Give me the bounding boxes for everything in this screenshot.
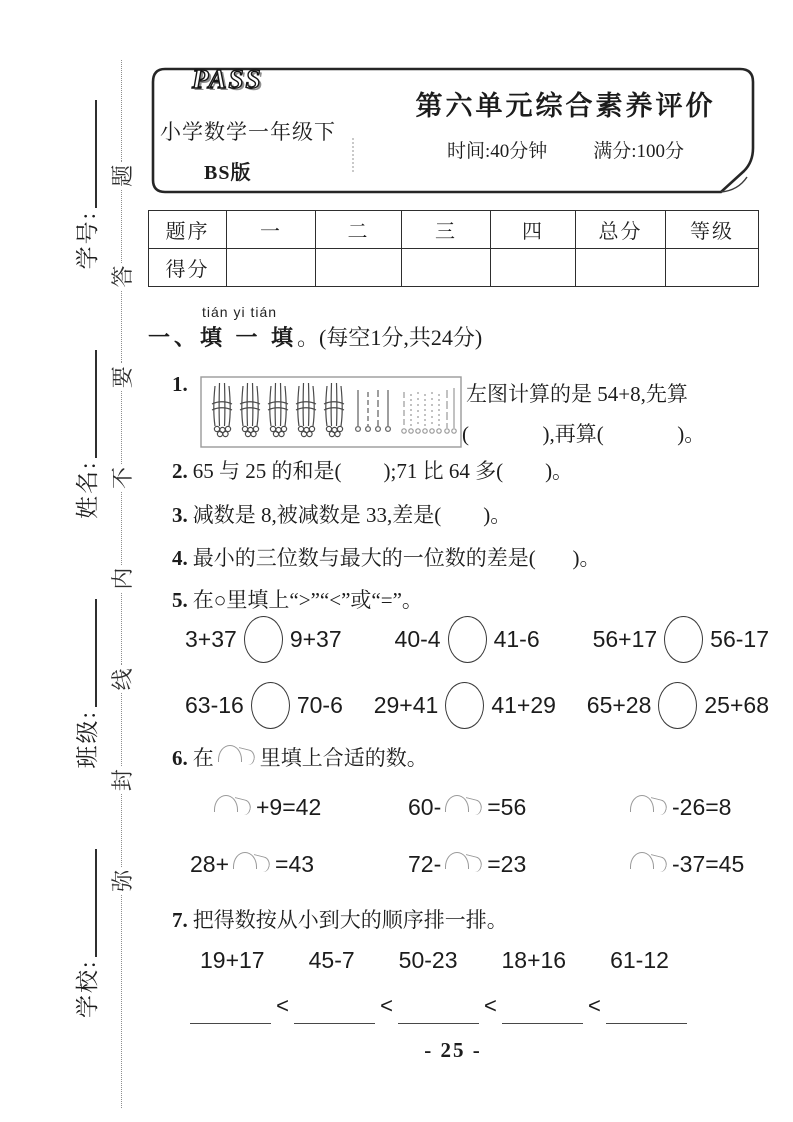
score-header-cell: 等级 — [666, 211, 759, 249]
seal-line — [106, 60, 136, 1108]
question-text: 65 与 25 的和是( );71 比 64 多( )。 — [192, 459, 574, 483]
score-cell — [491, 249, 576, 287]
field-class-label: 班级: — [75, 710, 100, 769]
comparison-item — [587, 682, 769, 729]
question-text: 最小的三位数与最大的一位数的差是( )。 — [192, 546, 601, 570]
fill-blank-row-1 — [148, 794, 763, 821]
question-text: 在○里填上“>”“<”或“=”。 — [192, 588, 423, 612]
student-info-strip — [68, 88, 102, 1048]
expression-left: 65+28 — [586, 692, 652, 718]
fill-blank-item: +9=42 — [190, 794, 408, 821]
seal-dotted-segment — [121, 291, 122, 364]
comparison-item — [185, 616, 342, 663]
header-divider — [352, 138, 354, 172]
field-school-label: 学校: — [75, 959, 100, 1018]
seal-char: 线 — [109, 668, 135, 691]
score-cell — [576, 249, 666, 287]
cloud-blank-icon — [214, 744, 260, 768]
question-number: 7. — [172, 908, 188, 932]
cloud-blank-icon — [210, 794, 256, 818]
cloud-blank-icon — [441, 851, 487, 875]
score-cell — [402, 249, 491, 287]
expression-right: 25+68 — [704, 692, 769, 718]
question-number: 2. — [172, 459, 188, 483]
comparison-item — [593, 616, 769, 663]
section-score-note: 。(每空1分,共24分) — [297, 325, 483, 350]
section-one-heading — [148, 304, 482, 352]
compare-circle — [251, 682, 290, 729]
score-header-cell: 四 — [491, 211, 576, 249]
score-row-label: 得分 — [149, 249, 227, 287]
field-school-blank — [91, 849, 97, 957]
time-limit: 时间:40分钟 — [446, 141, 548, 162]
cloud-blank-icon — [626, 851, 672, 875]
question-2 — [148, 455, 573, 485]
score-header-cell: 题序 — [149, 211, 227, 249]
full-score: 满分:100分 — [593, 141, 685, 162]
expression-right: 9+37 — [289, 626, 342, 652]
score-header-cell: 一 — [227, 211, 316, 249]
score-header-cell: 三 — [402, 211, 491, 249]
book-subject: 小学数学一年级下 — [160, 120, 336, 144]
compare-circle — [244, 616, 283, 663]
field-name-blank — [91, 350, 97, 458]
expression-left: 3+37 — [185, 626, 237, 652]
score-header-cell: 二 — [316, 211, 402, 249]
field-class-blank — [91, 599, 97, 707]
fill-blank-row-2 — [148, 851, 763, 878]
score-cell — [316, 249, 402, 287]
seal-dotted-segment — [121, 895, 122, 1108]
book-edition: BS版 — [204, 162, 252, 184]
question-text: 左图计算的是 54+8,先算 — [466, 382, 688, 406]
seal-char: 不 — [109, 466, 135, 489]
question-number: 4. — [172, 546, 188, 570]
expression-right: 41-6 — [493, 626, 540, 652]
question-text: 减数是 8,被减数是 33,差是( )。 — [192, 503, 512, 527]
field-student-id-blank — [91, 100, 97, 208]
fill-blank-item: 72- =23 — [408, 851, 527, 877]
seal-dotted-segment — [121, 492, 122, 565]
cloud-blank-icon — [229, 851, 275, 875]
comparison-item — [374, 682, 556, 729]
seal-char: 弥 — [109, 869, 135, 892]
pass-logo: PASS — [192, 64, 263, 94]
answer-blank-line — [606, 1009, 687, 1024]
compare-circle — [658, 682, 697, 729]
comparison-row-1 — [185, 616, 769, 663]
question-number: 6. — [172, 746, 188, 770]
question-7 — [148, 904, 508, 934]
compare-circle — [448, 616, 487, 663]
question-number: 5. — [172, 588, 188, 612]
expression-list — [200, 947, 669, 974]
cloud-blank-icon — [626, 794, 672, 818]
seal-char: 要 — [109, 366, 135, 389]
question-number: 1. — [172, 372, 188, 396]
compare-circle — [664, 616, 703, 663]
fill-blank-item: -26=8 — [626, 794, 731, 821]
comparison-item — [395, 616, 540, 663]
less-than-separator: < — [276, 993, 289, 1018]
field-name-label: 姓名: — [75, 460, 100, 519]
cloud-blank-icon — [441, 794, 487, 818]
question-4 — [148, 542, 601, 572]
compare-circle — [445, 682, 484, 729]
paper-meta — [383, 136, 748, 163]
comparison-item — [185, 682, 343, 729]
seal-dotted-segment — [121, 391, 122, 464]
less-than-separator: < — [588, 993, 601, 1018]
field-student-id-label: 学号: — [75, 211, 100, 270]
score-header-cell: 总分 — [576, 211, 666, 249]
pinyin-annotation: tián yi tián — [202, 304, 278, 320]
seal-dotted-segment — [121, 794, 122, 867]
expression-right: 41+29 — [491, 692, 556, 718]
less-than-separator: < — [484, 993, 497, 1018]
question-text: 在 — [192, 746, 214, 770]
less-than-separator: < — [380, 993, 393, 1018]
section-title: 一、填 一 填 — [148, 325, 298, 350]
field-name — [68, 350, 102, 519]
fill-blank-item: 60- =56 — [408, 794, 527, 820]
seal-dotted-segment — [121, 60, 122, 162]
question-number: 3. — [172, 503, 188, 527]
answer-blank-line — [190, 1009, 271, 1024]
question-3 — [148, 499, 511, 529]
seal-char: 题 — [109, 164, 135, 187]
answer-blank-line — [398, 1009, 479, 1024]
ordering-answer-line — [190, 993, 687, 1024]
question-6 — [148, 742, 428, 772]
expression-left: 40-4 — [394, 626, 441, 652]
question-text: 把得数按从小到大的顺序排一排。 — [192, 908, 508, 932]
seal-char: 内 — [109, 567, 135, 590]
fill-blank-item: 28+ =43 — [190, 851, 315, 877]
paper-title: 第六单元综合素养评价 — [415, 91, 716, 121]
question-answer-blanks: ( ),再算( )。 — [462, 422, 706, 446]
seal-dotted-segment — [121, 190, 122, 263]
page-number: - 25 - — [424, 1038, 482, 1062]
expression: 50-23 — [398, 947, 458, 973]
seal-char: 答 — [109, 265, 135, 288]
question-5 — [148, 584, 423, 614]
score-cell — [666, 249, 759, 287]
expression: 45-7 — [308, 947, 355, 973]
answer-blank-line — [502, 1009, 583, 1024]
expression: 61-12 — [610, 947, 669, 973]
comparison-row-2 — [185, 682, 769, 729]
seal-char: 封 — [109, 769, 135, 792]
expression: 19+17 — [200, 947, 265, 973]
answer-blank-line — [294, 1009, 375, 1024]
seal-dotted-segment — [121, 593, 122, 666]
field-class — [68, 599, 102, 768]
expression-right: 70-6 — [296, 692, 343, 718]
expression-left: 56+17 — [592, 626, 658, 652]
field-student-id — [68, 100, 102, 269]
fill-blank-item: -37=45 — [626, 851, 744, 878]
expression-left: 63-16 — [185, 692, 244, 718]
paper-header — [148, 66, 758, 196]
question-text: 里填上合适的数。 — [259, 746, 428, 770]
score-cell — [227, 249, 316, 287]
question-1 — [148, 368, 778, 460]
seal-dotted-segment — [121, 693, 122, 766]
counting-sticks-figure — [200, 376, 462, 453]
expression-right: 56-17 — [710, 626, 769, 652]
expression: 18+16 — [501, 947, 567, 973]
expression-left: 29+41 — [373, 692, 439, 718]
field-school — [68, 849, 102, 1018]
score-table — [148, 210, 759, 287]
